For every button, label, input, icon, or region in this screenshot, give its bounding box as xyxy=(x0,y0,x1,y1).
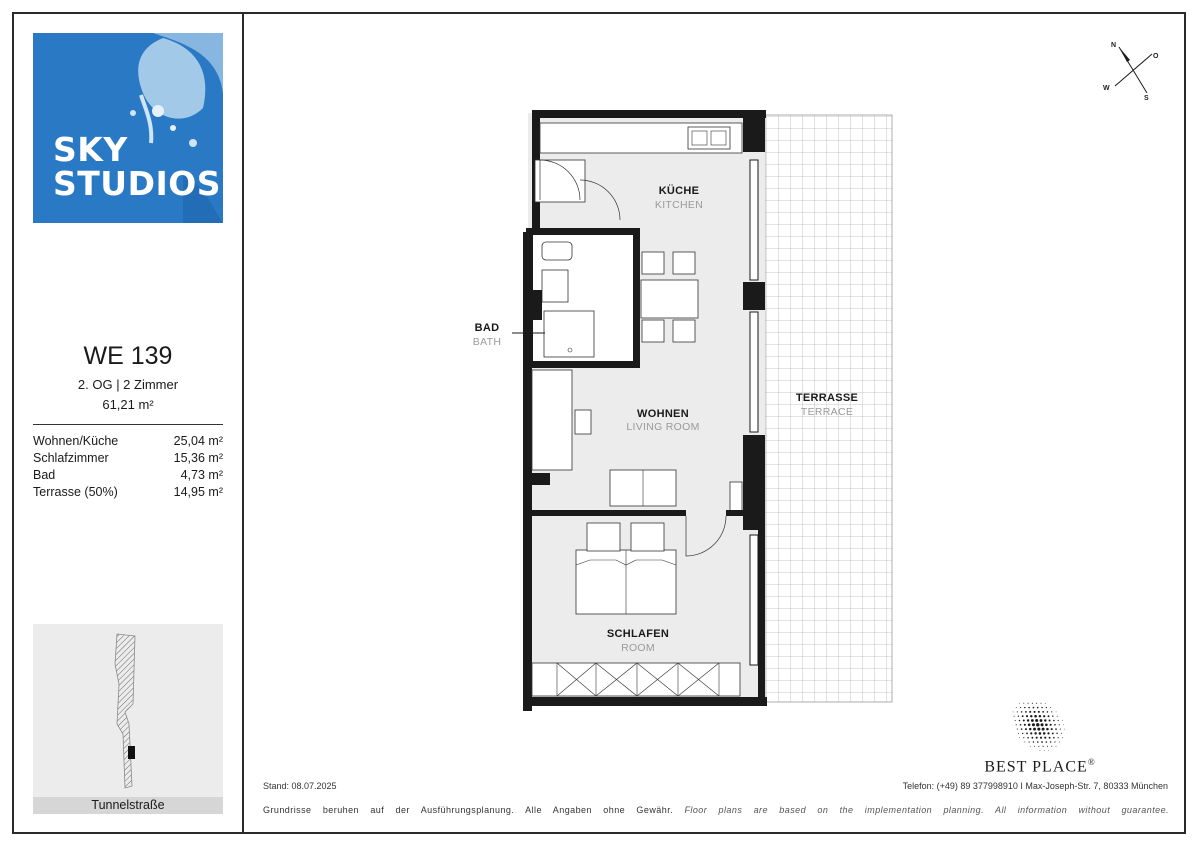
bedroom-label: SCHLAFEN xyxy=(606,628,670,640)
kitchen-label: KÜCHE xyxy=(658,185,700,197)
logo-line-2: STUDIOS xyxy=(53,164,222,203)
area-row xyxy=(33,450,223,467)
brand-mark: ® xyxy=(1087,757,1096,767)
compass-n: N xyxy=(1111,42,1117,49)
unit-location-marker xyxy=(128,746,135,759)
info-divider xyxy=(33,424,223,425)
contact-info: Telefon: (+49) 89 377998910 I Max-Joseph-Str. 7, 80333 München xyxy=(902,781,1168,791)
compass-s: S xyxy=(1144,95,1149,102)
sidebar-divider xyxy=(242,12,244,834)
site-map xyxy=(33,624,223,814)
area-value: 4,73 m² xyxy=(180,468,223,482)
bath-label-en: BATH xyxy=(472,336,502,348)
area-value: 25,04 m² xyxy=(173,434,223,448)
terrace-label: TERRASSE xyxy=(795,392,859,404)
logo-line-1: SKY xyxy=(53,130,128,169)
unit-title: WE 139 xyxy=(83,342,173,370)
compass-o: O xyxy=(1153,53,1159,60)
area-name: Wohnen/Küche xyxy=(33,434,119,448)
compass-icon xyxy=(1103,42,1159,102)
living-label-en: LIVING ROOM xyxy=(626,421,700,433)
terrace-label-en: TERRACE xyxy=(800,406,854,418)
area-table xyxy=(33,433,223,501)
area-name: Bad xyxy=(33,468,56,482)
brand-name xyxy=(978,757,1102,776)
floor-plan xyxy=(250,20,1190,720)
area-row xyxy=(33,484,223,501)
area-name: Terrasse (50%) xyxy=(33,485,118,499)
best-place-logo-icon xyxy=(1005,697,1071,753)
area-value: 14,95 m² xyxy=(173,485,223,499)
street-label: Tunnelstraße xyxy=(33,797,223,814)
disclaimer-de: Grundrisse beruhen auf der Ausführungsplanung. Alle Angaben ohne Gewähr. xyxy=(263,805,674,815)
area-value: 15,36 m² xyxy=(173,451,223,465)
plan-date: Stand: 08.07.2025 xyxy=(263,781,337,791)
kitchen-label-en: KITCHEN xyxy=(654,199,704,211)
bedroom-label-en: ROOM xyxy=(621,642,655,654)
disclaimer xyxy=(263,805,1169,815)
bath-label: BAD xyxy=(474,322,500,334)
area-name: Schlafzimmer xyxy=(33,451,109,465)
area-row xyxy=(33,467,223,484)
brand-text: BEST PLACE xyxy=(984,758,1088,776)
area-row xyxy=(33,433,223,450)
sky-studios-logo xyxy=(33,33,223,223)
unit-subtitle: 2. OG | 2 Zimmer xyxy=(77,377,179,392)
unit-total-area: 61,21 m² xyxy=(102,397,154,412)
living-label: WOHNEN xyxy=(637,408,689,420)
disclaimer-en: Floor plans are based on the implementation planning. All information without guarantee. xyxy=(684,805,1170,815)
compass-w: W xyxy=(1103,85,1110,92)
